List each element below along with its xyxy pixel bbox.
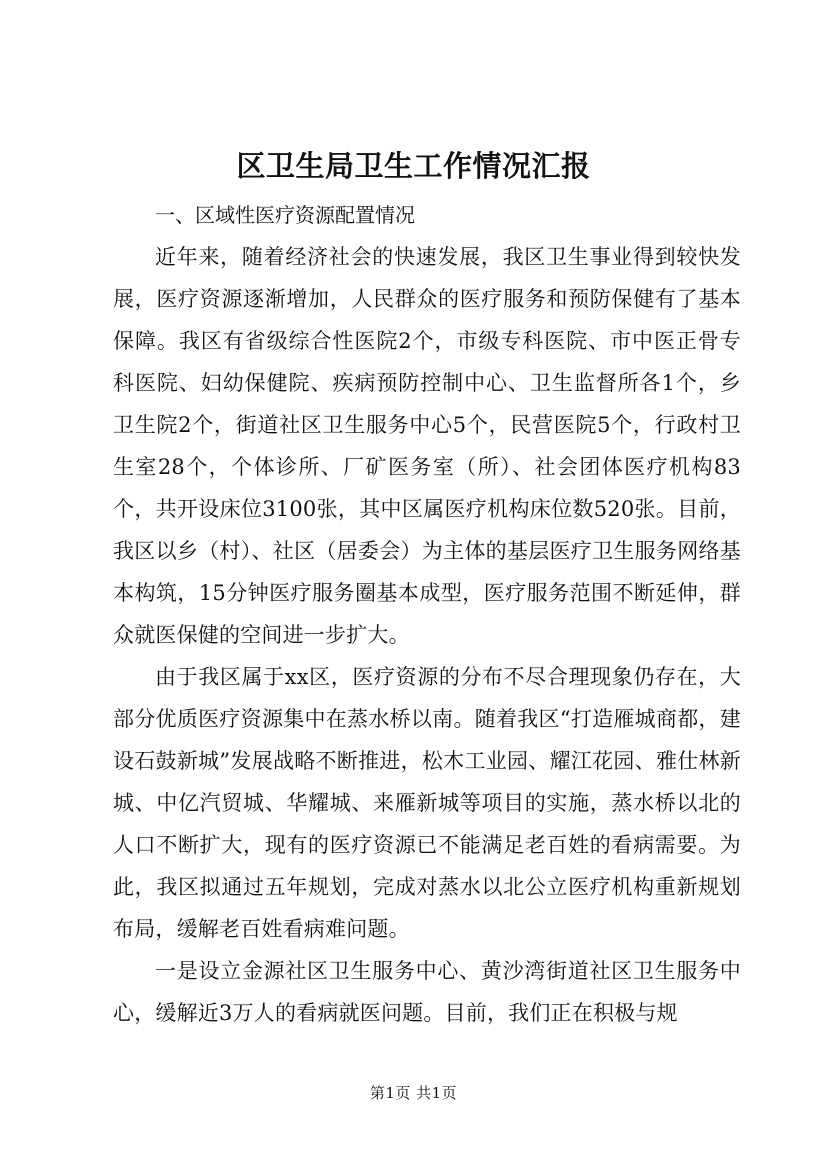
paragraph-distribution: 由于我区属于xx区，医疗资源的分布不尽合理现象仍存在，大部分优质医疗资源集中在蒸水桥以南。随着我区“打造雁城商都，建设石鼓新城”发展战略不断推进，松木工业园、耀江花园、雅仕林新城、中亿汽贸城、华耀城、来雁新城等项目的实施，蒸水桥以北的人口不断扩大，现有的医疗资源已不能满足老百姓的看病需要。为此，我区拟通过五年规划，完成对蒸水以北公立医疗机构重新规划布局，缓解老百姓看病难问题。 [113,665,741,941]
page-footer: 第1页 共1页 [369,1084,458,1102]
paragraph-plan-one: 一是设立金源社区卫生服务中心、黄沙湾街道社区卫生服务中心，缓解近3万人的看病就医问题。目前，我们正在积极与规 [113,959,741,1025]
document-title: 区卫生局卫生工作情况汇报 [236,149,591,183]
document-body [113,196,741,1034]
paragraph-overview: 近年来，随着经济社会的快速发展，我区卫生事业得到较快发展，医疗资源逐渐增加，人民群众的医疗服务和预防保健有了基本保障。我区有省级综合性医院2个，市级专科医院、市中医正骨专科医院、妇幼保健院、疾病预防控制中心、卫生监督所各1个，乡卫生院2个，街道社区卫生服务中心5个，民营医院5个，行政村卫生室28个，个体诊所、厂矿医务室（所）、社会团体医疗机构83个，共开设床位3100张，其中区属医疗机构床位数520张。目前，我区以乡（村）、社区（居委会）为主体的基层医疗卫生服务网络基本构筑，15分钟医疗服务圈基本成型，医疗服务范围不断延伸，群众就医保健的空间进一步扩大。 [113,245,741,647]
section-heading: 一、区域性医疗资源配置情况 [155,203,415,227]
